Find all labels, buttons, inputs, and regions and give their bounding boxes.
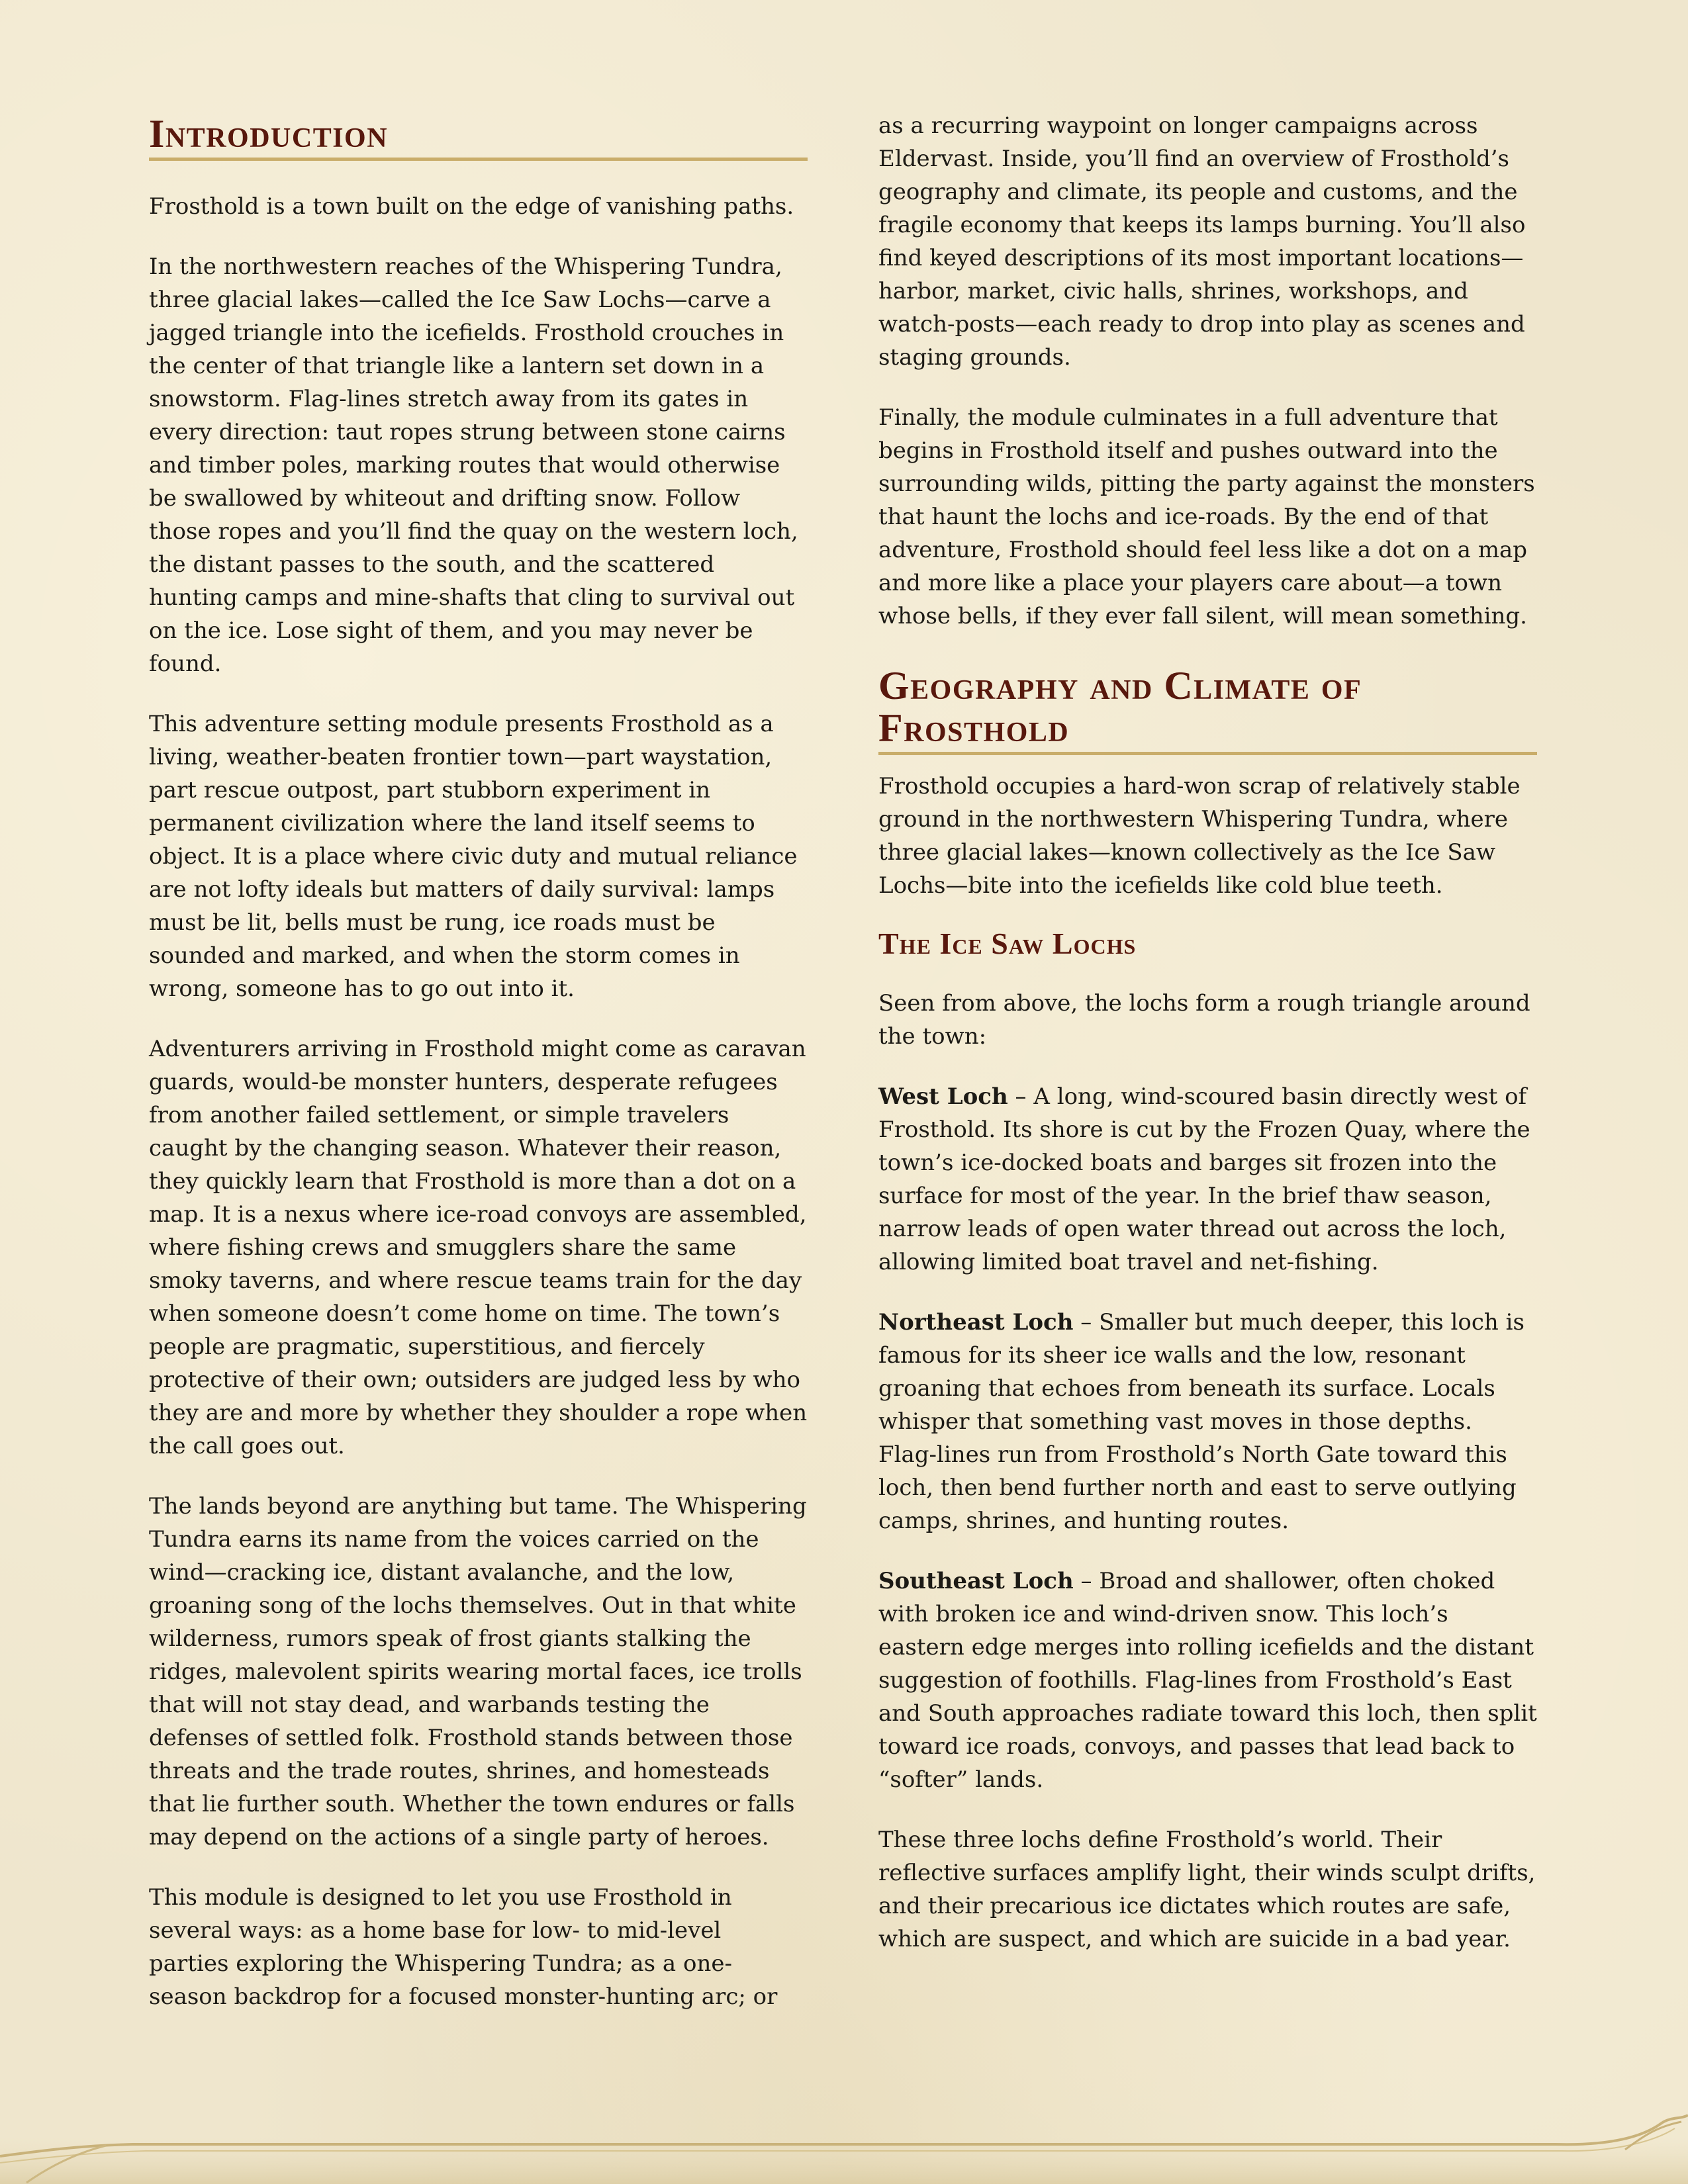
paragraph: This adventure setting module presents Frosthold as a living, weather-beaten frontier town—part waystation, part rescue outpost, part stubborn experiment in permanent civilization where the land itself seems to object. It is a place where civic duty and mutual reliance are not lofty ideals but matters of daily survival: lamps must be lit, bells must be rung, ice roads must be sounded and marked, and when the storm comes in wrong, someone has to go out into it.: [149, 711, 798, 1002]
paragraph: Seen from above, the lochs form a rough triangle around the town:: [878, 990, 1530, 1050]
section-heading-introduction: Introduction: [149, 113, 808, 161]
loch-entry-northeast: [878, 1306, 1537, 1537]
paragraph: Finally, the module culminates in a full adventure that begins in Frosthold itself and pushes outward into the surrounding wilds, pitting the party against the monsters that haunt the lochs and ice-roads. By the end of that adventure, Frosthold should feel less like a dot on a map and more like a place your players care about—a town whose bells, if they ever fall silent, will mean something.: [878, 404, 1535, 629]
loch-description: – A long, wind-scoured basin directly west of Frosthold. Its shore is cut by the Frozen Quay, where the town’s ice-docked boats and barges sit frozen into the surface for most of the year. In the brief thaw season, narrow leads of open water thread out across the loch, allowing limited boat travel and net-fishing.: [878, 1083, 1530, 1275]
right-column: [878, 109, 1537, 1956]
subheading-ice-saw-lochs: The Ice Saw Lochs: [878, 927, 1137, 960]
paragraph: These three lochs define Frosthold’s world. Their reflective surfaces amplify light, their winds sculpt drifts, and their precarious ice dictates which routes are safe, which are suspect, and which are suicide in a bad year.: [878, 1827, 1536, 1952]
loch-term: Southeast Loch: [878, 1568, 1074, 1594]
loch-description: – Smaller but much deeper, this loch is famous for its sheer ice walls and the low, resonant groaning that echoes from beneath its surface. Locals whisper that something vast moves in those depths. Flag-lines run from Frosthold’s North Gate toward this loch, then bend further north and east to serve outlying camps, shrines, and hunting routes.: [878, 1309, 1524, 1534]
loch-entry-west: [878, 1080, 1537, 1279]
paragraph: In the northwestern reaches of the Whispering Tundra, three glacial lakes—called the Ice Saw Lochs—carve a jagged triangle into the icefields. Frosthold crouches in the center of that triangle like a lantern set down in a snowstorm. Flag-lines stretch away from its gates in every direction: taut ropes strung between stone cairns and timber poles, marking routes that would otherwise be swallowed by whiteout and drifting snow. Follow those ropes and you’ll find the quay on the western loch, the distant passes to the south, and the scattered hunting camps and mine-shafts that cling to survival out on the ice. Lose sight of them, and you may never be found.: [149, 253, 798, 677]
loch-description: – Broad and shallower, often choked with broken ice and wind-driven snow. This loch’s eastern edge merges into rolling icefields and the distant suggestion of foothills. Flag-lines from Frosthold’s East and South approaches radiate toward this loch, then split toward ice roads, convoys, and passes that lead back to “softer” lands.: [878, 1568, 1537, 1793]
paragraph: The lands beyond are anything but tame. The Whispering Tundra earns its name from the voices carried on the wind—cracking ice, distant avalanche, and the low, groaning song of the lochs themselves. Out in that white wilderness, rumors speak of frost giants stalking the ridges, malevolent spirits wearing mortal faces, ice trolls that will not stay dead, and warbands testing the defenses of settled folk. Frosthold stands between those threats and the trade routes, shrines, and homesteads that lie further south. Whether the town endures or falls may depend on the actions of a single party of heroes.: [149, 1493, 807, 1850]
paragraph: This module is designed to let you use Frosthold in several ways: as a home base for low- to mid-level parties exploring the Whispering Tundra; as a one-season backdrop for a focused monster-hunting arc; or: [149, 1884, 778, 2010]
left-column: [149, 113, 808, 2013]
footer-ornament: [0, 2111, 1688, 2184]
loch-term: Northeast Loch: [878, 1309, 1074, 1336]
section-heading-geography: Geography and Climate of Frosthold: [878, 664, 1537, 755]
paragraph: Adventurers arriving in Frosthold might come as caravan guards, would-be monster hunters, desperate refugees from another failed settlement, or simple travelers caught by the changing season. Whatever their reason, they quickly learn that Frosthold is more than a dot on a map. It is a nexus where ice-road convoys are assembled, where fishing crews and smugglers share the same smoky taverns, and where rescue teams train for the day when someone doesn’t come home on time. The town’s people are pragmatic, superstitious, and fiercely protective of their own; outsiders are judged less by who they are and more by whether they shoulder a rope when the call goes out.: [149, 1036, 808, 1459]
loch-term: West Loch: [878, 1083, 1008, 1110]
loch-entry-southeast: [878, 1565, 1537, 1796]
paragraph: as a recurring waypoint on longer campaigns across Eldervast. Inside, you’ll find an overview of Frosthold’s geography and climate, its people and customs, and the fragile economy that keeps its lamps burning. You’ll also find keyed descriptions of its most important locations—harbor, market, civic halls, shrines, workshops, and watch-posts—each ready to drop into play as scenes and staging grounds.: [878, 113, 1526, 371]
footer-flourish-icon: [0, 2111, 1688, 2184]
paragraph: Frosthold is a town built on the edge of vanishing paths.: [149, 193, 794, 220]
paragraph: Frosthold occupies a hard-won scrap of relatively stable ground in the northwestern Whispering Tundra, where three glacial lakes—known collectively as the Ice Saw Lochs—bite into the icefields like cold blue teeth.: [878, 773, 1521, 899]
